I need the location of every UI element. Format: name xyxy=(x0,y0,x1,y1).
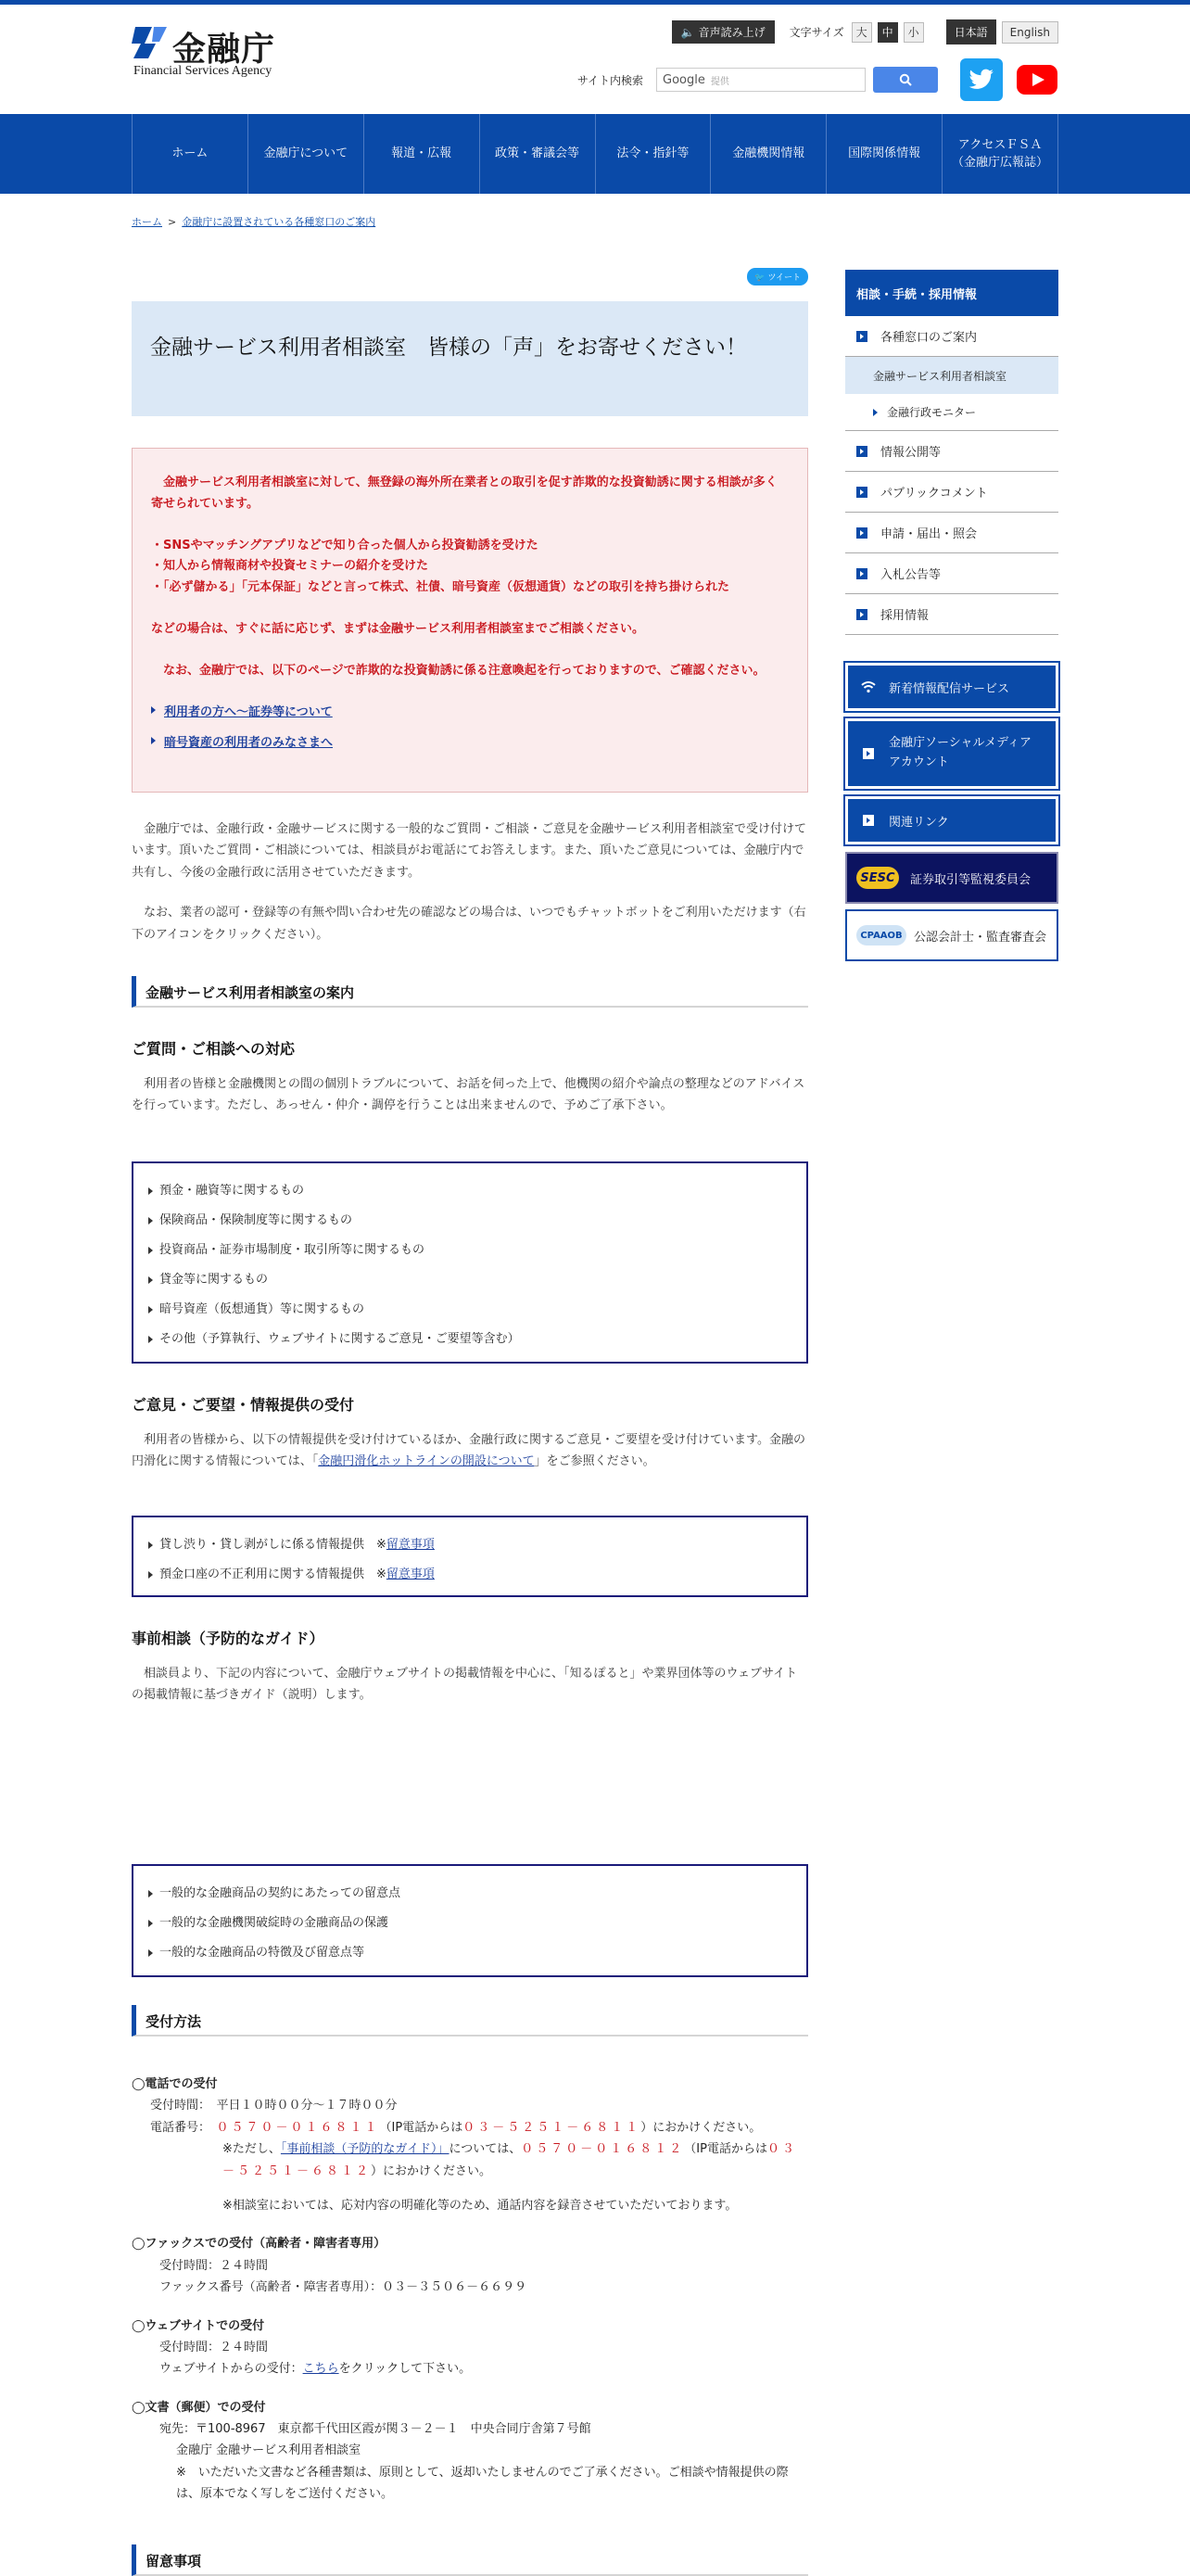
arrow-square-icon xyxy=(856,527,867,539)
related-links-label: 関連リンク xyxy=(889,815,949,830)
sidebar-item-tenders[interactable] xyxy=(845,553,1058,594)
arrow-square-icon xyxy=(856,446,867,457)
tel-number: ０５７０－０１６８１１ xyxy=(216,2120,380,2135)
alert-text-3: なお、金融庁では、以下のページで詐欺的な投資勧誘に係る注意喚起を行っておりますので、ご確認ください。 xyxy=(151,663,766,678)
info-item-text: 預金口座の不正利用に関する情報提供 ※ xyxy=(159,1567,386,1581)
web-text-b: をクリックして下さい。 xyxy=(338,2362,472,2377)
search-placeholder: 提供 xyxy=(710,76,729,87)
sidebar-item-consultation-room[interactable]: 金融サービス利用者相談室 xyxy=(845,357,1058,394)
tel-heading: ◯電話での受付 xyxy=(132,2077,218,2091)
sidebar-item-recruitment[interactable] xyxy=(845,594,1058,635)
prevention-topics-box xyxy=(132,1864,808,1977)
mail-note: ※ いただいた文書など各種書類は、原則として、返却いたしませんのでご了承ください。ご相談や情報提供の際は、原本でなく写しをご送付ください。 xyxy=(176,2465,789,2502)
main-content xyxy=(132,268,808,2570)
section-heading-reception: 受付方法 xyxy=(132,2005,808,2037)
list-item: 投資商品・証券市場制度・取引所等に関するもの xyxy=(146,1236,793,1265)
google-label: Google xyxy=(663,72,705,87)
tel-label: 電話番号： xyxy=(150,2120,217,2135)
web-heading: ◯ウェブサイトでの受付 xyxy=(132,2318,265,2333)
tel-note-a: ※ただし、 xyxy=(222,2142,281,2157)
tel-note-d: ）におかけください。 xyxy=(371,2164,492,2178)
sidebar-item-applications[interactable] xyxy=(845,513,1058,553)
site-header xyxy=(132,5,1058,114)
opinion-heading: ご意見・ご要望・情報提供の受付 xyxy=(132,1396,355,1414)
wifi-icon xyxy=(861,679,876,694)
list-item: 貸金等に関するもの xyxy=(146,1265,793,1295)
question-section xyxy=(132,1037,808,1117)
alert-bullet-1: ・SNSやマッチングアプリなどで知り合った個人から投資勧誘を受けた xyxy=(151,538,538,552)
sidebar-item-contact-desks[interactable] xyxy=(845,316,1058,357)
section-heading-notes: 留意事項 xyxy=(132,2544,808,2576)
tel-ip-a: （IP電話からは xyxy=(379,2120,463,2135)
youtube-icon xyxy=(1017,65,1057,95)
list-item: 預金・融資等に関するもの xyxy=(146,1176,793,1206)
search-input[interactable] xyxy=(656,68,866,92)
page-title: 金融サービス利用者相談室 皆様の「声」をお寄せください！ xyxy=(150,336,747,360)
cpaaob-logo: CPAAOB xyxy=(856,925,906,945)
font-size-large-button[interactable]: 大 xyxy=(852,22,872,43)
arrow-square-icon xyxy=(856,487,867,498)
gnav-access-fsa[interactable]: アクセスＦＳＡ （金融庁広報誌） xyxy=(943,114,1058,194)
fraud-alert-box xyxy=(132,448,808,793)
sidebar-item-admin-monitor[interactable] xyxy=(845,394,1058,431)
web-text-a: ウェブサイトからの受付： xyxy=(159,2362,303,2377)
opinion-text xyxy=(132,1429,808,1473)
social-media-button[interactable] xyxy=(845,718,1058,789)
list-item: 一般的な金融商品の特徴及び留意点等 xyxy=(146,1938,793,1968)
alert-bullet-3: ・「必ず儲かる」「元本保証」などと言って株式、社債、暗号資産（仮想通貨）などの取引を持ち掛けられた xyxy=(151,580,730,594)
font-size-label: 文字サイズ xyxy=(789,26,844,39)
list-item xyxy=(146,1560,793,1590)
alert-text-2: などの場合は、すぐに話に応じず、まずは金融サービス利用者相談室までご相談ください。 xyxy=(151,621,644,636)
gnav-institutions[interactable]: 金融機関情報 xyxy=(711,114,827,194)
sidebar-heading: 相談・手続・採用情報 xyxy=(845,270,1058,316)
list-item: その他（予算執行、ウェブサイトに関するご意見・ご要望等含む） xyxy=(146,1325,793,1354)
info-item-text: 貸し渋り・貸し剥がしに係る情報提供 ※ xyxy=(159,1538,386,1552)
reception-methods xyxy=(132,2074,808,2506)
web-line xyxy=(132,2358,808,2379)
fax-heading: ◯ファックスでの受付（高齢者・障害者専用） xyxy=(132,2237,386,2252)
breadcrumb-current[interactable]: 金融庁に設置されている各種窓口のご案内 xyxy=(182,216,376,228)
web-hours: 受付時間：２４時間 xyxy=(159,2340,269,2354)
question-text: 利用者の皆様と金融機関との間の個別トラブルについて、お話を伺った上で、他機関の紹介や論点の整理などのアドバイスを行っています。ただし、あっせん・仲介・調停を行うことは出来ませんので、予めご了承下さい。 xyxy=(132,1077,805,1113)
triangle-icon xyxy=(873,409,878,416)
prevention-section xyxy=(132,1627,808,1707)
list-item: 一般的な金融商品の契約にあたっての留意点 xyxy=(146,1879,793,1909)
sesc-banner[interactable] xyxy=(845,852,1058,904)
sidebar-item-label: 採用情報 xyxy=(880,609,930,623)
question-heading: ご質問・ご相談への対応 xyxy=(132,1040,296,1058)
sidebar xyxy=(845,270,1058,1197)
arrow-square-icon xyxy=(861,813,876,828)
gnav-home[interactable]: ホーム xyxy=(133,114,248,194)
alert-link-crypto[interactable]: 暗号資産の利用者のみなさまへ xyxy=(151,732,789,750)
sesc-logo: SESC xyxy=(856,867,899,889)
alert-link-securities[interactable]: 利用者の方へ～証券等について xyxy=(151,702,789,719)
prevention-heading: 事前相談（予防的なガイド） xyxy=(132,1630,324,1647)
sidebar-item-disclosure[interactable] xyxy=(845,431,1058,472)
global-nav xyxy=(0,114,1190,194)
opinion-text-a: 利用者の皆様から、以下の情報提供を受け付けているほか、金融行政に関するご意見・ご要望を受け付けています。金融の円滑化に関する情報については、「 xyxy=(132,1433,805,1469)
opinion-text-b: 」をご参照ください。 xyxy=(534,1454,655,1469)
info-provision-box xyxy=(132,1516,808,1597)
sidebar-item-label: 入札公告等 xyxy=(880,568,942,582)
fax-number: ファックス番号（高齢者・障害者専用）：０３－３５０６－６６９９ xyxy=(159,2280,527,2295)
breadcrumb-separator: > xyxy=(168,216,177,228)
hotline-link[interactable]: 金融円滑化ホットラインの開設について xyxy=(318,1454,535,1469)
cpaaob-label: 公認会計士・監査審査会 xyxy=(914,930,1047,945)
twitter-link[interactable] xyxy=(960,58,1003,101)
gnav-laws[interactable]: 法令・指針等 xyxy=(596,114,712,194)
mail-heading: ◯文書（郵便）での受付 xyxy=(132,2400,266,2415)
search-icon xyxy=(899,73,912,86)
list-item: 暗号資産（仮想通貨）等に関するもの xyxy=(146,1295,793,1325)
arrow-square-icon xyxy=(856,609,867,620)
opinion-section xyxy=(132,1393,808,1473)
sidebar-item-label: 情報公開等 xyxy=(880,446,942,460)
notes-link[interactable]: 留意事項 xyxy=(386,1538,435,1552)
list-item xyxy=(146,1530,793,1560)
list-item: 保険商品・保険制度等に関するもの xyxy=(146,1206,793,1236)
web-form-link[interactable]: こちら xyxy=(302,2362,339,2377)
list-item: 一般的な金融機関破綻時の金融商品の保護 xyxy=(146,1909,793,1938)
social-media-label: 金融庁ソーシャルメディア アカウント xyxy=(889,736,1032,769)
tweet-label: ツイート xyxy=(767,273,801,283)
question-topics-box xyxy=(132,1161,808,1364)
gnav-policy[interactable]: 政策・審議会等 xyxy=(480,114,596,194)
font-size-medium-button[interactable]: 中 xyxy=(878,22,898,43)
voice-read-label: 音声読み上げ xyxy=(698,26,766,39)
sidebar-item-label: パブリックコメント xyxy=(880,487,988,501)
site-search xyxy=(577,58,1058,101)
breadcrumb-home[interactable]: ホーム xyxy=(132,216,162,228)
mail-recipient: 金融庁 金融サービス利用者相談室 xyxy=(176,2443,361,2458)
fsa-logo-icon xyxy=(132,25,169,60)
gnav-international[interactable]: 国際関係情報 xyxy=(827,114,943,194)
tel-note-b: については、 xyxy=(449,2142,522,2157)
section-heading-guide: 金融サービス利用者相談室の案内 xyxy=(132,976,808,1008)
search-button[interactable] xyxy=(873,67,938,93)
tel-note-ip-number: ０３－５２５１－６８１２ xyxy=(222,2142,797,2178)
twitter-icon xyxy=(968,69,994,91)
arrow-square-icon xyxy=(856,568,867,579)
mail-address: 宛先：〒100-8967 東京都千代田区霞が関３－２－１ 中央合同庁舎第７号館 xyxy=(159,2422,591,2437)
sidebar-item-public-comment[interactable] xyxy=(845,472,1058,513)
search-label: サイト内検索 xyxy=(576,73,643,87)
prevention-text: 相談員より、下記の内容について、金融庁ウェブサイトの掲載情報を中心に、「知るぽると」や業界団体等のウェブサイトの掲載情報に基づきガイド（説明）します。 xyxy=(132,1667,798,1703)
intro-paragraph-2: なお、業者の認可・登録等の有無や問い合わせ先の確認などの場合は、いつでもチャットボットをご利用いただけます（右下のアイコンをクリックください）。 xyxy=(132,906,806,942)
tel-hours: 受付時間： 平日１０時００分～１７時００分 xyxy=(150,2099,398,2113)
fax-hours: 受付時間：２４時間 xyxy=(159,2258,269,2273)
notes-link[interactable]: 留意事項 xyxy=(386,1567,435,1581)
tel-number-line xyxy=(132,2117,808,2138)
page-container xyxy=(132,214,1058,2570)
page-title-box xyxy=(132,301,808,416)
arrow-square-icon xyxy=(856,331,867,342)
intro-paragraph-1: 金融庁では、金融行政・金融サービスに関する一般的なご質問・ご相談・ご意見を金融サービス利用者相談室で受け付けています。頂いたご質問・ご相談については、相談員がお電話にてお答えします。また、頂いたご意見については、金融庁内で共有し、今後の金融行政に活用させていただきます。 xyxy=(132,822,807,880)
gnav-about[interactable]: 金融庁について xyxy=(248,114,364,194)
sidebar-item-label: 申請・届出・照会 xyxy=(880,527,978,541)
fsa-logo[interactable] xyxy=(132,23,289,79)
sidebar-item-label: 金融行政モニター xyxy=(887,406,977,419)
breadcrumb xyxy=(132,214,1058,231)
tel-note-number: ０５７０－０１６８１２ xyxy=(521,2142,685,2157)
news-feed-label: 新着情報配信サービス xyxy=(889,681,1010,696)
alert-bullet-2: ・知人から情報商材や投資セミナーの紹介を受けた xyxy=(151,559,429,574)
tweet-button[interactable]: 🐦 ツイート xyxy=(747,268,808,286)
cpaaob-banner[interactable] xyxy=(845,909,1058,961)
sidebar-item-label: 各種窓口のご案内 xyxy=(880,331,978,345)
gnav-press[interactable]: 報道・広報 xyxy=(364,114,480,194)
lang-english-button[interactable]: English xyxy=(1002,21,1058,44)
lang-japanese-button[interactable]: 日本語 xyxy=(946,19,996,44)
logo-text: 金融庁 xyxy=(172,30,276,69)
tel-ip-b: ）におかけください。 xyxy=(640,2120,762,2135)
intro-block xyxy=(132,818,808,945)
tel-ip-number: ０３－５２５１－６８１１ xyxy=(462,2120,641,2135)
tel-record-note: ※相談室においては、応対内容の明確化等のため、通話内容を録音させていただいております。 xyxy=(222,2198,738,2213)
tel-note xyxy=(132,2138,808,2182)
youtube-link[interactable] xyxy=(1016,58,1058,101)
tel-note-c: （IP電話からは xyxy=(684,2142,767,2157)
arrow-square-icon xyxy=(861,746,876,761)
alert-text-1: 金融サービス利用者相談室に対して、無登録の海外所在業者との取引を促す詐欺的な投資勧誘に関する相談が多く寄せられています。 xyxy=(151,476,778,511)
sesc-label: 証券取引等監視委員会 xyxy=(910,872,1032,887)
font-size-small-button[interactable]: 小 xyxy=(904,22,924,43)
prevention-guide-link[interactable]: 「事前相談（予防的なガイド）」 xyxy=(280,2142,449,2157)
related-links-button[interactable] xyxy=(845,796,1058,844)
utility-bar xyxy=(672,19,1058,44)
voice-read-button[interactable]: 🔈 音声読み上げ xyxy=(672,20,775,44)
logo-subtitle: Financial Services Agency xyxy=(133,64,272,78)
news-feed-button[interactable] xyxy=(845,663,1058,711)
